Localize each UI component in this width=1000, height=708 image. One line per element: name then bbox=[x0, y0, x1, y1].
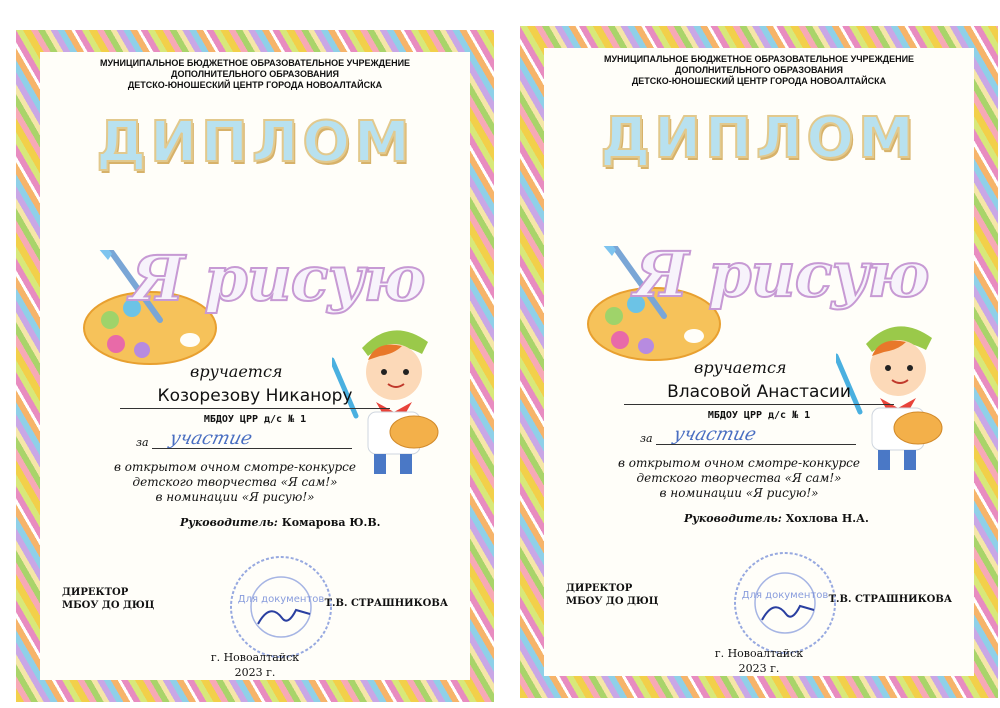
org-line: ДЕТСКО-ЮНОШЕСКИЙ ЦЕНТР ГОРОДА НОВОАЛТАЙСКА bbox=[127, 80, 383, 90]
diploma-title: ДИПЛОМ bbox=[96, 110, 414, 175]
description-line: детского творчества «Я сам!» bbox=[636, 471, 842, 485]
za-handwritten-value: участие bbox=[167, 428, 255, 449]
description-line: в номинации «Я рисую!» bbox=[659, 486, 819, 500]
ya-risuyu-logo: Я рисую bbox=[634, 238, 929, 311]
official-stamp-icon bbox=[730, 548, 840, 658]
city-year bbox=[40, 650, 470, 680]
leader-name: Хохлова Н.А. bbox=[785, 512, 869, 525]
leader-name: Комарова Ю.В. bbox=[281, 516, 381, 529]
leader-line bbox=[180, 516, 380, 529]
city: г. Новоалтайск bbox=[714, 647, 804, 660]
leader-line bbox=[684, 512, 869, 525]
recipient-name: Власовой Анастасии bbox=[624, 382, 894, 405]
stamp-text: Для документов bbox=[741, 590, 829, 601]
city-year bbox=[544, 646, 974, 676]
awarded-text: вручается bbox=[190, 362, 283, 381]
year: 2023 г. bbox=[738, 662, 780, 675]
director-block bbox=[62, 586, 154, 612]
year: 2023 г. bbox=[234, 666, 276, 679]
diploma-right bbox=[520, 26, 998, 698]
leader-label: Руководитель: bbox=[684, 512, 782, 525]
director-block bbox=[566, 582, 658, 608]
institution: МБДОУ ЦРР д/с № 1 bbox=[203, 414, 307, 425]
org-line: ДОПОЛНИТЕЛЬНОГО ОБРАЗОВАНИЯ bbox=[171, 69, 339, 79]
za-label: за bbox=[640, 432, 653, 445]
ya-risuyu-logo: Я рисую bbox=[130, 242, 425, 315]
director-title: ДИРЕКТОР bbox=[566, 583, 633, 594]
org-line: ДЕТСКО-ЮНОШЕСКИЙ ЦЕНТР ГОРОДА НОВОАЛТАЙСКА bbox=[631, 76, 887, 86]
director-org: МБОУ ДО ДЮЦ bbox=[566, 596, 659, 607]
director-name: Т.В. СТРАШНИКОВА bbox=[828, 594, 952, 605]
recipient-name: Козорезову Никанору bbox=[120, 386, 390, 409]
org-line: МУНИЦИПАЛЬНОЕ БЮДЖЕТНОЕ ОБРАЗОВАТЕЛЬНОЕ УЧРЕЖДЕНИЕ bbox=[99, 58, 411, 68]
institution: МБДОУ ЦРР д/с № 1 bbox=[707, 410, 811, 421]
awarded-text: вручается bbox=[694, 358, 787, 377]
leader-label: Руководитель: bbox=[180, 516, 278, 529]
za-label: за bbox=[136, 436, 149, 449]
diploma-sheet bbox=[40, 52, 470, 680]
diploma-sheet bbox=[544, 48, 974, 676]
org-line: ДОПОЛНИТЕЛЬНОГО ОБРАЗОВАНИЯ bbox=[675, 65, 843, 75]
description-line: детского творчества «Я сам!» bbox=[132, 475, 338, 489]
stamp-text: Для документов bbox=[237, 594, 325, 605]
org-line: МУНИЦИПАЛЬНОЕ БЮДЖЕТНОЕ ОБРАЗОВАТЕЛЬНОЕ УЧРЕЖДЕНИЕ bbox=[603, 54, 915, 64]
za-handwritten-value: участие bbox=[671, 424, 759, 445]
description-line: в открытом очном смотре-конкурсе bbox=[113, 460, 356, 474]
description-line: в номинации «Я рисую!» bbox=[155, 490, 315, 504]
organization-header bbox=[544, 54, 974, 87]
director-name: Т.В. СТРАШНИКОВА bbox=[324, 598, 448, 609]
diploma-left bbox=[16, 30, 494, 702]
director-org: МБОУ ДО ДЮЦ bbox=[62, 600, 155, 611]
city: г. Новоалтайск bbox=[210, 651, 300, 664]
description-line: в открытом очном смотре-конкурсе bbox=[617, 456, 860, 470]
contest-description bbox=[80, 460, 390, 505]
official-stamp-icon bbox=[226, 552, 336, 662]
organization-header bbox=[40, 58, 470, 91]
diploma-title: ДИПЛОМ bbox=[600, 106, 918, 171]
director-title: ДИРЕКТОР bbox=[62, 587, 129, 598]
contest-description bbox=[584, 456, 894, 501]
